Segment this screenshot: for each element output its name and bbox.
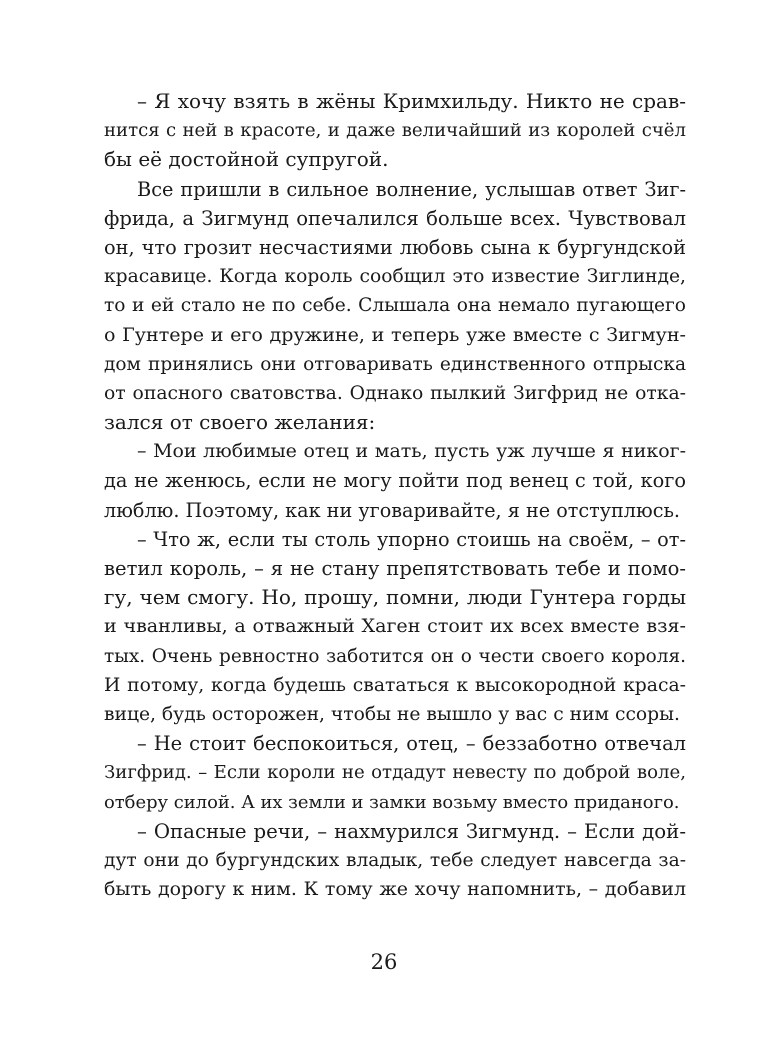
text-line: – Я хочу взять в жёны Кримхильду. Никто не срав-: [137, 89, 686, 113]
text-line: Зигфрид. – Если короли не отдадут невесту по доброй воле,: [104, 762, 686, 784]
text-line: он, что грозит несчастиями любовь сына к бургундской: [104, 235, 686, 259]
text-line: дом принялись они отговаривать единственного отпрыска: [104, 353, 686, 375]
text-line: фрида, а Зигмунд опечалился больше всех. Чувствовал: [104, 206, 686, 230]
text-line: да не женюсь, если не могу пойти под венец с той, кого: [104, 469, 686, 493]
text-line: отберу силой. А их земли и замки возьму вместо приданого.: [104, 791, 680, 813]
text-line: ветил король, – я не стану препятствовать тебе и помо-: [104, 557, 686, 580]
text-line: тых. Очень ревностно заботится он о чести своего короля.: [104, 645, 686, 667]
text-line: бы её достойной супругой.: [104, 147, 389, 172]
text-line: дут они до бургундских владык, тебе следует навсегда за-: [104, 849, 686, 871]
text-line: люблю. Поэтому, как ни уговаривайте, я не отступлюсь.: [104, 498, 680, 522]
text-line: нится с ней в красоте, и даже величайший из королей счёл: [104, 120, 686, 142]
text-line: – Опасные речи, – нахмурился Зигмунд. – Если дой-: [137, 819, 686, 843]
text-line: – Мои любимые отец и мать, пусть уж лучше я никог-: [137, 440, 686, 463]
text-line: вице, будь осторожен, чтобы не вышло у вас с ним ссоры.: [104, 703, 680, 725]
text-line: то и ей стало не по себе. Слышала она немало пугающего: [104, 295, 686, 317]
text-line: от опасного сватовства. Однако пылкий Зигфрид не отка-: [104, 382, 686, 404]
text-line: Все пришли в сильное волнение, услышав ответ Зиг-: [137, 177, 686, 201]
text-line: быть дорогу к ним. К тому же хочу напомнить, – добавил: [104, 878, 686, 901]
text-line: красавице. Когда король сообщил это известие Зиглинде,: [104, 266, 686, 288]
text-line: гу, чем смогу. Но, прошу, помни, люди Гунтера горды: [104, 585, 686, 610]
page-text: [104, 87, 686, 904]
text-line: – Что ж, если ты столь упорно стоишь на своём, – от-: [137, 527, 686, 551]
page-number: 26: [370, 950, 398, 974]
text-line: о Гунтере и его дружине, и теперь уже вместе с Зигмун-: [104, 323, 686, 346]
text-line: И потому, когда будешь свататься к высокородной краса-: [104, 674, 686, 696]
text-line: и чванливы, а отважный Хаген стоит их всех вместе взя-: [104, 615, 686, 638]
text-line: – Не стоит беспокоиться, отец, – беззаботно отвечал: [137, 732, 686, 756]
text-line: зался от своего желания:: [104, 410, 376, 435]
